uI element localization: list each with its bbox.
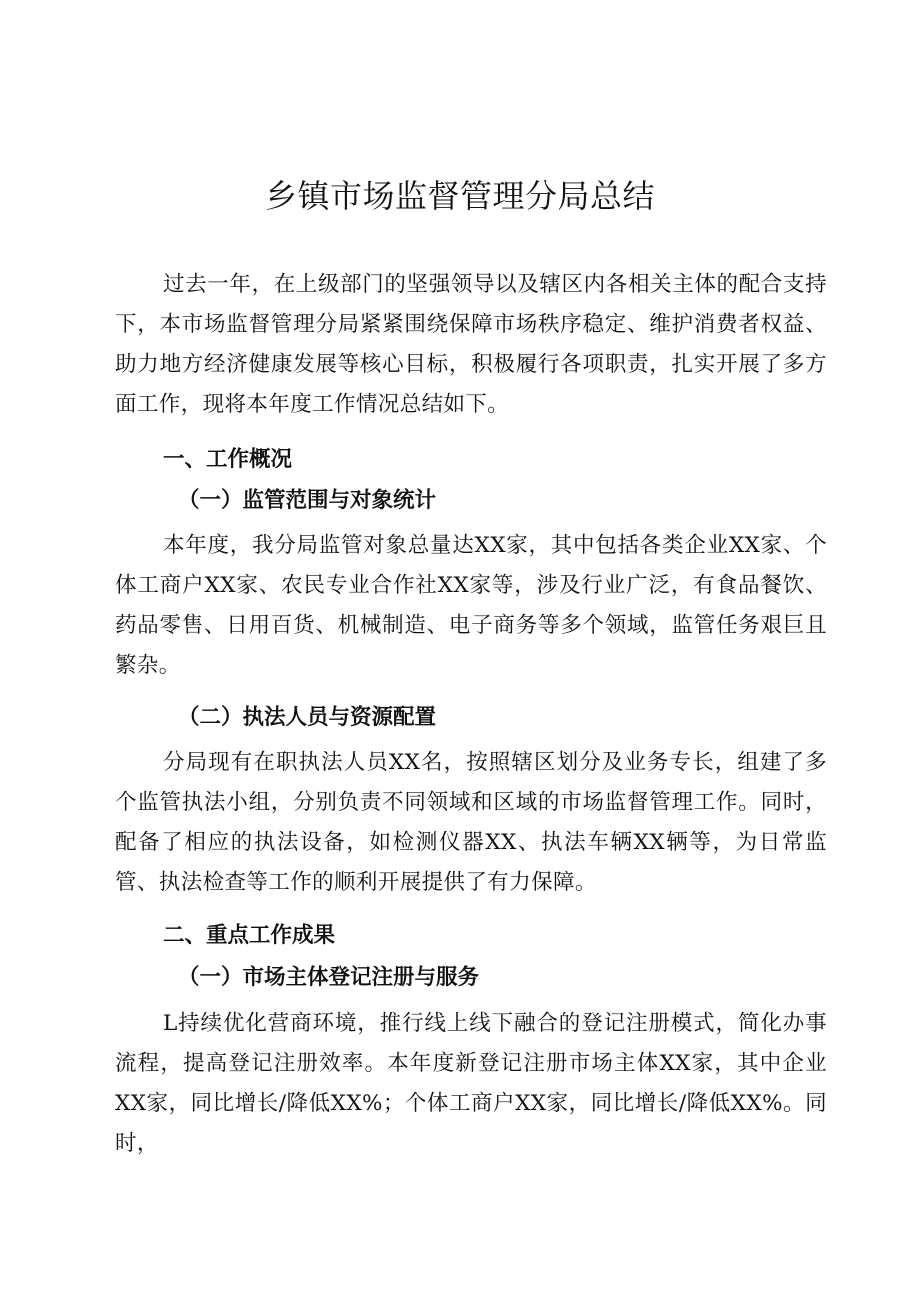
section-1-1-paragraph: 本年度，我分局监管对象总量达XX家，其中包括各类企业XX家、个体工商户XX家、农民专业合作社XX家等，涉及行业广泛，有食品餐饮、药品零售、日用百货、机械制造、电子商务等多个领域，监管任务艰巨且繁杂。 — [115, 533, 827, 678]
section-1-2-heading: （二）执法人员与资源配置 — [178, 705, 437, 730]
section-1-2-paragraph: 分局现有在职执法人员XX名，按照辖区划分及业务专长，组建了多个监管执法小组，分别负责不同领域和区域的市场监督管理工作。同时，配备了相应的执法设备，如检测仪器XX、执法车辆XX辆等，为日常监管、执法检查等工作的顺利开展提供了有力保障。 — [115, 750, 827, 895]
section-2-1-heading: （一）市场主体登记注册与服务 — [178, 965, 480, 990]
section-1-heading: 一、工作概况 — [163, 447, 293, 472]
document-title: 乡镇市场监督管理分局总结 — [264, 177, 655, 215]
section-2-1-paragraph: L持续优化营商环境，推行线上线下融合的登记注册模式，简化办事流程，提高登记注册效率。本年度新登记注册市场主体XX家，其中企业XX家，同比增长/降低XX%；个体工商户XX家，同比增长/降低XX%。同时， — [115, 1011, 827, 1156]
intro-paragraph: 过去一年，在上级部门的坚强领导以及辖区内各相关主体的配合支持下，本市场监督管理分局紧紧围绕保障市场秩序稳定、维护消费者权益、助力地方经济健康发展等核心目标，积极履行各项职责，扎实开展了多方面工作，现将本年度工作情况总结如下。 — [115, 272, 827, 417]
section-1-1-heading: （一）监管范围与对象统计 — [178, 488, 437, 513]
section-2-heading: 二、重点工作成果 — [163, 923, 336, 948]
